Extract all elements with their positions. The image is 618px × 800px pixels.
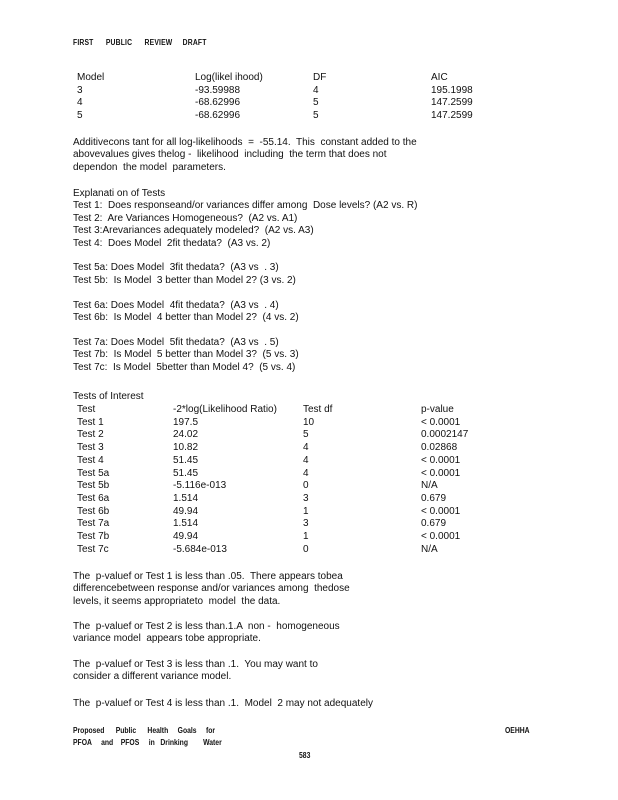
test-row bbox=[77, 455, 491, 468]
model-row bbox=[77, 85, 491, 98]
text-line: Additivecons tant for all log-likelihoods = -55.14. This constant added to the bbox=[73, 137, 417, 148]
text-line: Test 7a: Does Model 5fit thedata? (A3 vs . 5) bbox=[73, 336, 279, 348]
text-line bbox=[73, 250, 417, 262]
text-line: Test 5b: Is Model 3 better than Model 2? (3 vs. 2) bbox=[73, 274, 296, 286]
conclusion-test-3 bbox=[73, 659, 318, 684]
test-cell: 1 bbox=[303, 531, 309, 543]
test-cell: Test 3 bbox=[77, 442, 104, 454]
test-cell: < 0.0001 bbox=[421, 416, 461, 428]
test-cell: 51.45 bbox=[173, 454, 199, 466]
test-cell: -2*log(Likelihood Ratio) bbox=[173, 404, 277, 415]
test-row bbox=[77, 468, 491, 481]
model-cell: AIC bbox=[431, 72, 448, 83]
test-cell: 0 bbox=[303, 480, 309, 492]
test-cell: 10.82 bbox=[173, 442, 199, 454]
model-fit-table bbox=[77, 72, 491, 123]
test-cell: -5.684e-013 bbox=[173, 543, 227, 555]
text-line bbox=[73, 324, 417, 336]
footer-title-line-1: Proposed Public Health Goals for bbox=[73, 726, 216, 735]
conclusion-test-4 bbox=[73, 698, 373, 710]
test-cell: Test 7b bbox=[77, 531, 110, 543]
model-cell: -68.62996 bbox=[195, 97, 241, 109]
model-cell: 147.2599 bbox=[431, 110, 473, 122]
text-line: Explanati on of Tests bbox=[73, 188, 166, 199]
text-line: The p-valuef or Test 2 is less than.1.A non - homogeneous bbox=[73, 621, 340, 632]
test-cell: 0.0002147 bbox=[421, 429, 469, 441]
test-row bbox=[77, 417, 491, 430]
text-line: dependon the model parameters. bbox=[73, 161, 226, 173]
test-row bbox=[77, 429, 491, 442]
model-cell: 3 bbox=[77, 84, 83, 96]
test-cell: Test bbox=[77, 404, 96, 415]
model-cell: -68.62996 bbox=[195, 110, 241, 122]
text-line: Test 5a: Does Model 3fit thedata? (A3 vs . 3) bbox=[73, 262, 279, 274]
test-row bbox=[77, 442, 491, 455]
model-header-row bbox=[77, 72, 491, 85]
test-cell: N/A bbox=[421, 543, 438, 555]
text-line: variance model appears tobe appropriate. bbox=[73, 633, 261, 645]
conclusion-test-2 bbox=[73, 621, 340, 646]
model-cell: DF bbox=[313, 72, 327, 83]
model-cell: Log(likel ihood) bbox=[195, 72, 263, 83]
test-cell: 3 bbox=[303, 492, 309, 504]
text-line: Test 6b: Is Model 4 better than Model 2? (4 vs. 2) bbox=[73, 312, 299, 324]
test-cell: -5.116e-013 bbox=[173, 480, 227, 492]
test-cell: 5 bbox=[303, 429, 309, 441]
text-line: Test 7c: Is Model 5better than Model 4? (5 vs. 4) bbox=[73, 361, 296, 373]
model-cell: 4 bbox=[77, 97, 83, 109]
test-cell: Test 6b bbox=[77, 505, 110, 517]
test-cell: Test 4 bbox=[77, 454, 104, 466]
test-row bbox=[77, 506, 491, 519]
test-cell: 0 bbox=[303, 543, 309, 555]
test-cell: < 0.0001 bbox=[421, 467, 461, 479]
text-line: Test 4: Does Model 2fit thedata? (A3 vs. 2) bbox=[73, 237, 271, 249]
text-line bbox=[73, 287, 417, 299]
tests-of-interest-title: Tests of Interest bbox=[73, 391, 144, 402]
model-cell: 5 bbox=[77, 110, 83, 122]
test-cell: Test 1 bbox=[77, 416, 104, 428]
test-cell: 0.679 bbox=[421, 492, 447, 504]
test-cell: 10 bbox=[303, 416, 315, 428]
test-cell: Test 2 bbox=[77, 429, 104, 441]
model-cell: 195.1998 bbox=[431, 84, 473, 96]
additive-constant-paragraph bbox=[73, 137, 417, 174]
model-cell: -93.59988 bbox=[195, 84, 241, 96]
text-line: Test 6a: Does Model 4fit thedata? (A3 vs . 4) bbox=[73, 299, 279, 311]
test-cell: 4 bbox=[303, 442, 309, 454]
test-cell: Test df bbox=[303, 404, 333, 415]
text-line: The p-valuef or Test 1 is less than .05. There appears tobea bbox=[73, 571, 343, 582]
text-line: Test 2: Are Variances Homogeneous? (A2 vs. A1) bbox=[73, 212, 298, 224]
test-cell: 0.02868 bbox=[421, 442, 458, 454]
model-cell: 5 bbox=[313, 97, 319, 109]
test-row bbox=[77, 531, 491, 544]
tests-of-interest-table bbox=[77, 404, 491, 556]
test-cell: N/A bbox=[421, 480, 438, 492]
test-cell: < 0.0001 bbox=[421, 454, 461, 466]
test-cell: 1 bbox=[303, 505, 309, 517]
test-cell: 1.514 bbox=[173, 492, 199, 504]
text-line: differencebetween response and/or variances among thedose bbox=[73, 583, 350, 595]
model-cell: 147.2599 bbox=[431, 97, 473, 109]
test-cell: 4 bbox=[303, 454, 309, 466]
test-cell: Test 7c bbox=[77, 543, 109, 555]
test-cell: 51.45 bbox=[173, 467, 199, 479]
test-row bbox=[77, 544, 491, 557]
test-header-row bbox=[77, 404, 491, 417]
test-cell: Test 5a bbox=[77, 467, 110, 479]
test-row bbox=[77, 493, 491, 506]
test-row bbox=[77, 518, 491, 531]
test-cell: 49.94 bbox=[173, 531, 199, 543]
model-row bbox=[77, 97, 491, 110]
text-line: levels, it seems appropriateto model the data. bbox=[73, 595, 281, 607]
test-cell: < 0.0001 bbox=[421, 531, 461, 543]
test-row bbox=[77, 480, 491, 493]
test-cell: p-value bbox=[421, 404, 454, 415]
text-line: abovevalues gives thelog - likelihood including the term that does not bbox=[73, 149, 387, 161]
model-cell: 4 bbox=[313, 84, 319, 96]
page-number: 583 bbox=[299, 751, 311, 760]
test-cell: Test 7a bbox=[77, 518, 110, 530]
test-cell: 3 bbox=[303, 518, 309, 530]
text-line: The p-valuef or Test 3 is less than .1. You may want to bbox=[73, 659, 318, 670]
text-line: Test 3:Arevariances adequately modeled? (A2 vs. A3) bbox=[73, 225, 314, 237]
test-cell: Test 6a bbox=[77, 492, 110, 504]
text-line: Test 1: Does responseand/or variances differ among Dose levels? (A2 vs. R) bbox=[73, 200, 418, 212]
test-cell: 24.02 bbox=[173, 429, 199, 441]
footer-title-line-2: PFOA and PFOS in Drinking Water bbox=[73, 738, 222, 747]
text-line: consider a different variance model. bbox=[73, 671, 232, 683]
explanation-of-tests bbox=[73, 188, 417, 374]
model-row bbox=[77, 110, 491, 123]
test-cell: 197.5 bbox=[173, 416, 199, 428]
test-cell: 4 bbox=[303, 467, 309, 479]
model-cell: 5 bbox=[313, 110, 319, 122]
text-line: Test 7b: Is Model 5 better than Model 3? (5 vs. 3) bbox=[73, 349, 299, 361]
model-cell: Model bbox=[77, 72, 105, 83]
test-cell: 1.514 bbox=[173, 518, 199, 530]
conclusion-test-1 bbox=[73, 571, 350, 608]
test-cell: 49.94 bbox=[173, 505, 199, 517]
footer-organization: OEHHA bbox=[505, 726, 530, 735]
test-cell: Test 5b bbox=[77, 480, 110, 492]
running-header: FIRST PUBLIC REVIEW DRAFT bbox=[73, 38, 207, 47]
test-cell: 0.679 bbox=[421, 518, 447, 530]
test-cell: < 0.0001 bbox=[421, 505, 461, 517]
text-line: The p-valuef or Test 4 is less than .1. Model 2 may not adequately bbox=[73, 698, 373, 709]
